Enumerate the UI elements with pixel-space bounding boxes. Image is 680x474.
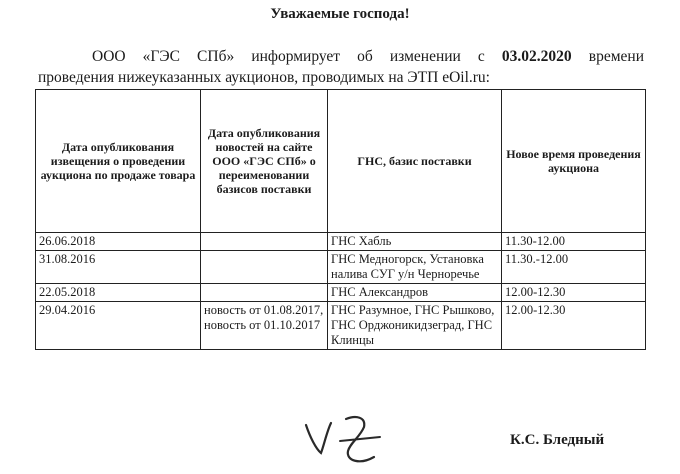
header-new-time: Новое время проведения аукциона [502,90,646,233]
table-row [36,284,646,302]
cell-date: 22.05.2018 [36,284,201,302]
cell-station: ГНС Хабль [328,233,502,251]
table-row [36,233,646,251]
cell-date: 26.06.2018 [36,233,201,251]
effective-date: 03.02.2020 [501,48,572,65]
cell-station: ГНС Разумное, ГНС Рышково, ГНС Орджоникидзеград, ГНС Клинцы [328,302,502,350]
handwritten-signature-icon [300,407,390,471]
auction-table [35,89,646,350]
intro-line-2: проведения нижеуказанных аукционов, проводимых на ЭТП eOil.ru: [38,69,490,86]
cell-time: 12.00-12.30 [502,284,646,302]
signer-name: К.С. Бледный [510,432,605,448]
cell-news [201,251,328,284]
cell-station: ГНС Александров [328,284,502,302]
intro-text-2: времени [571,48,644,65]
cell-news: новость от 01.08.2017, новость от 01.10.2017 [201,302,328,350]
cell-station: ГНС Медногорск, Установка налива СУГ у/н Черноречье [328,251,502,284]
table-row [36,251,646,284]
intro-line-1 [38,46,644,67]
header-publication-date: Дата опубликования извещения о проведении аукциона по продаже товара [36,90,201,233]
letter-greeting: Уважаемые господа! [270,6,410,22]
header-station: ГНС, базис поставки [328,90,502,233]
cell-news [201,233,328,251]
header-news-date: Дата опубликования новостей на сайте ООО «ГЭС СПб» о переименовании базисов поставки [201,90,328,233]
intro-text-1: ООО «ГЭС СПб» информирует об изменении с [92,48,502,65]
cell-time: 12.00-12.30 [502,302,646,350]
intro-paragraph [38,46,644,88]
cell-time: 11.30.-12.00 [502,251,646,284]
cell-date: 29.04.2016 [36,302,201,350]
cell-date: 31.08.2016 [36,251,201,284]
cell-time: 11.30-12.00 [502,233,646,251]
cell-news [201,284,328,302]
table-header-row [36,90,646,233]
table-row [36,302,646,350]
